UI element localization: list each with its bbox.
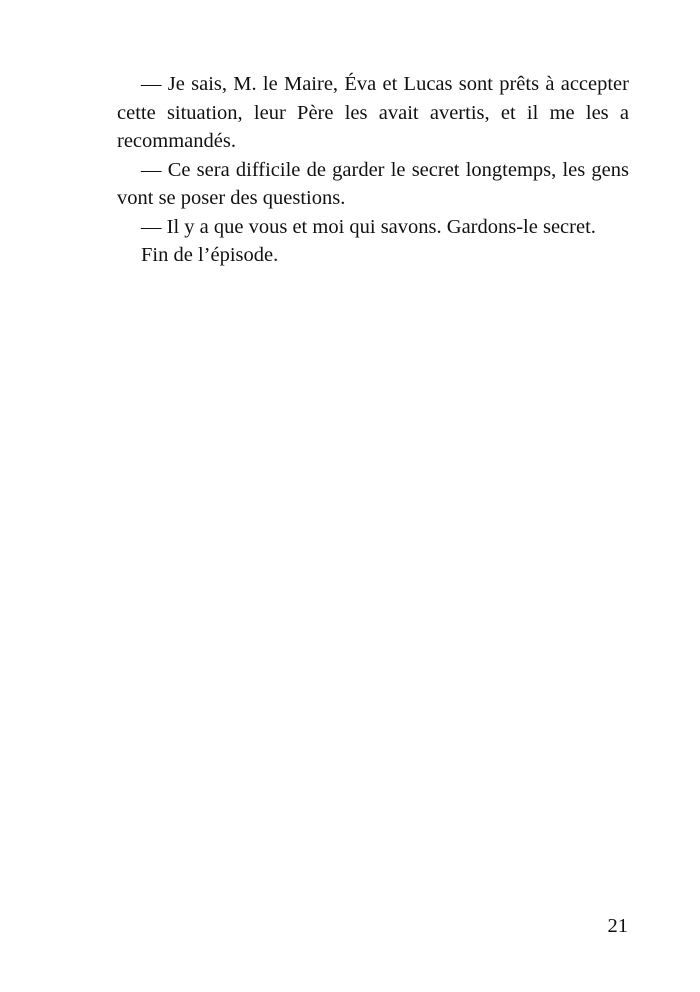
paragraph-dialogue-1: — Je sais, M. le Maire, Éva et Lucas sont prêts à accepter cette situation, leur Père les avait avertis, et il me les a recommandés. xyxy=(117,73,629,152)
paragraph-dialogue-2: — Ce sera difficile de garder le secret longtemps, les gens vont se poser des questions. xyxy=(117,158,629,209)
paragraph-dialogue-3: — Il y a que vous et moi qui savons. Gardons-le secret. xyxy=(141,215,596,238)
page-number: 21 xyxy=(607,915,628,937)
body-text xyxy=(117,70,629,270)
paragraph-episode-end: Fin de l’épisode. xyxy=(141,244,279,266)
